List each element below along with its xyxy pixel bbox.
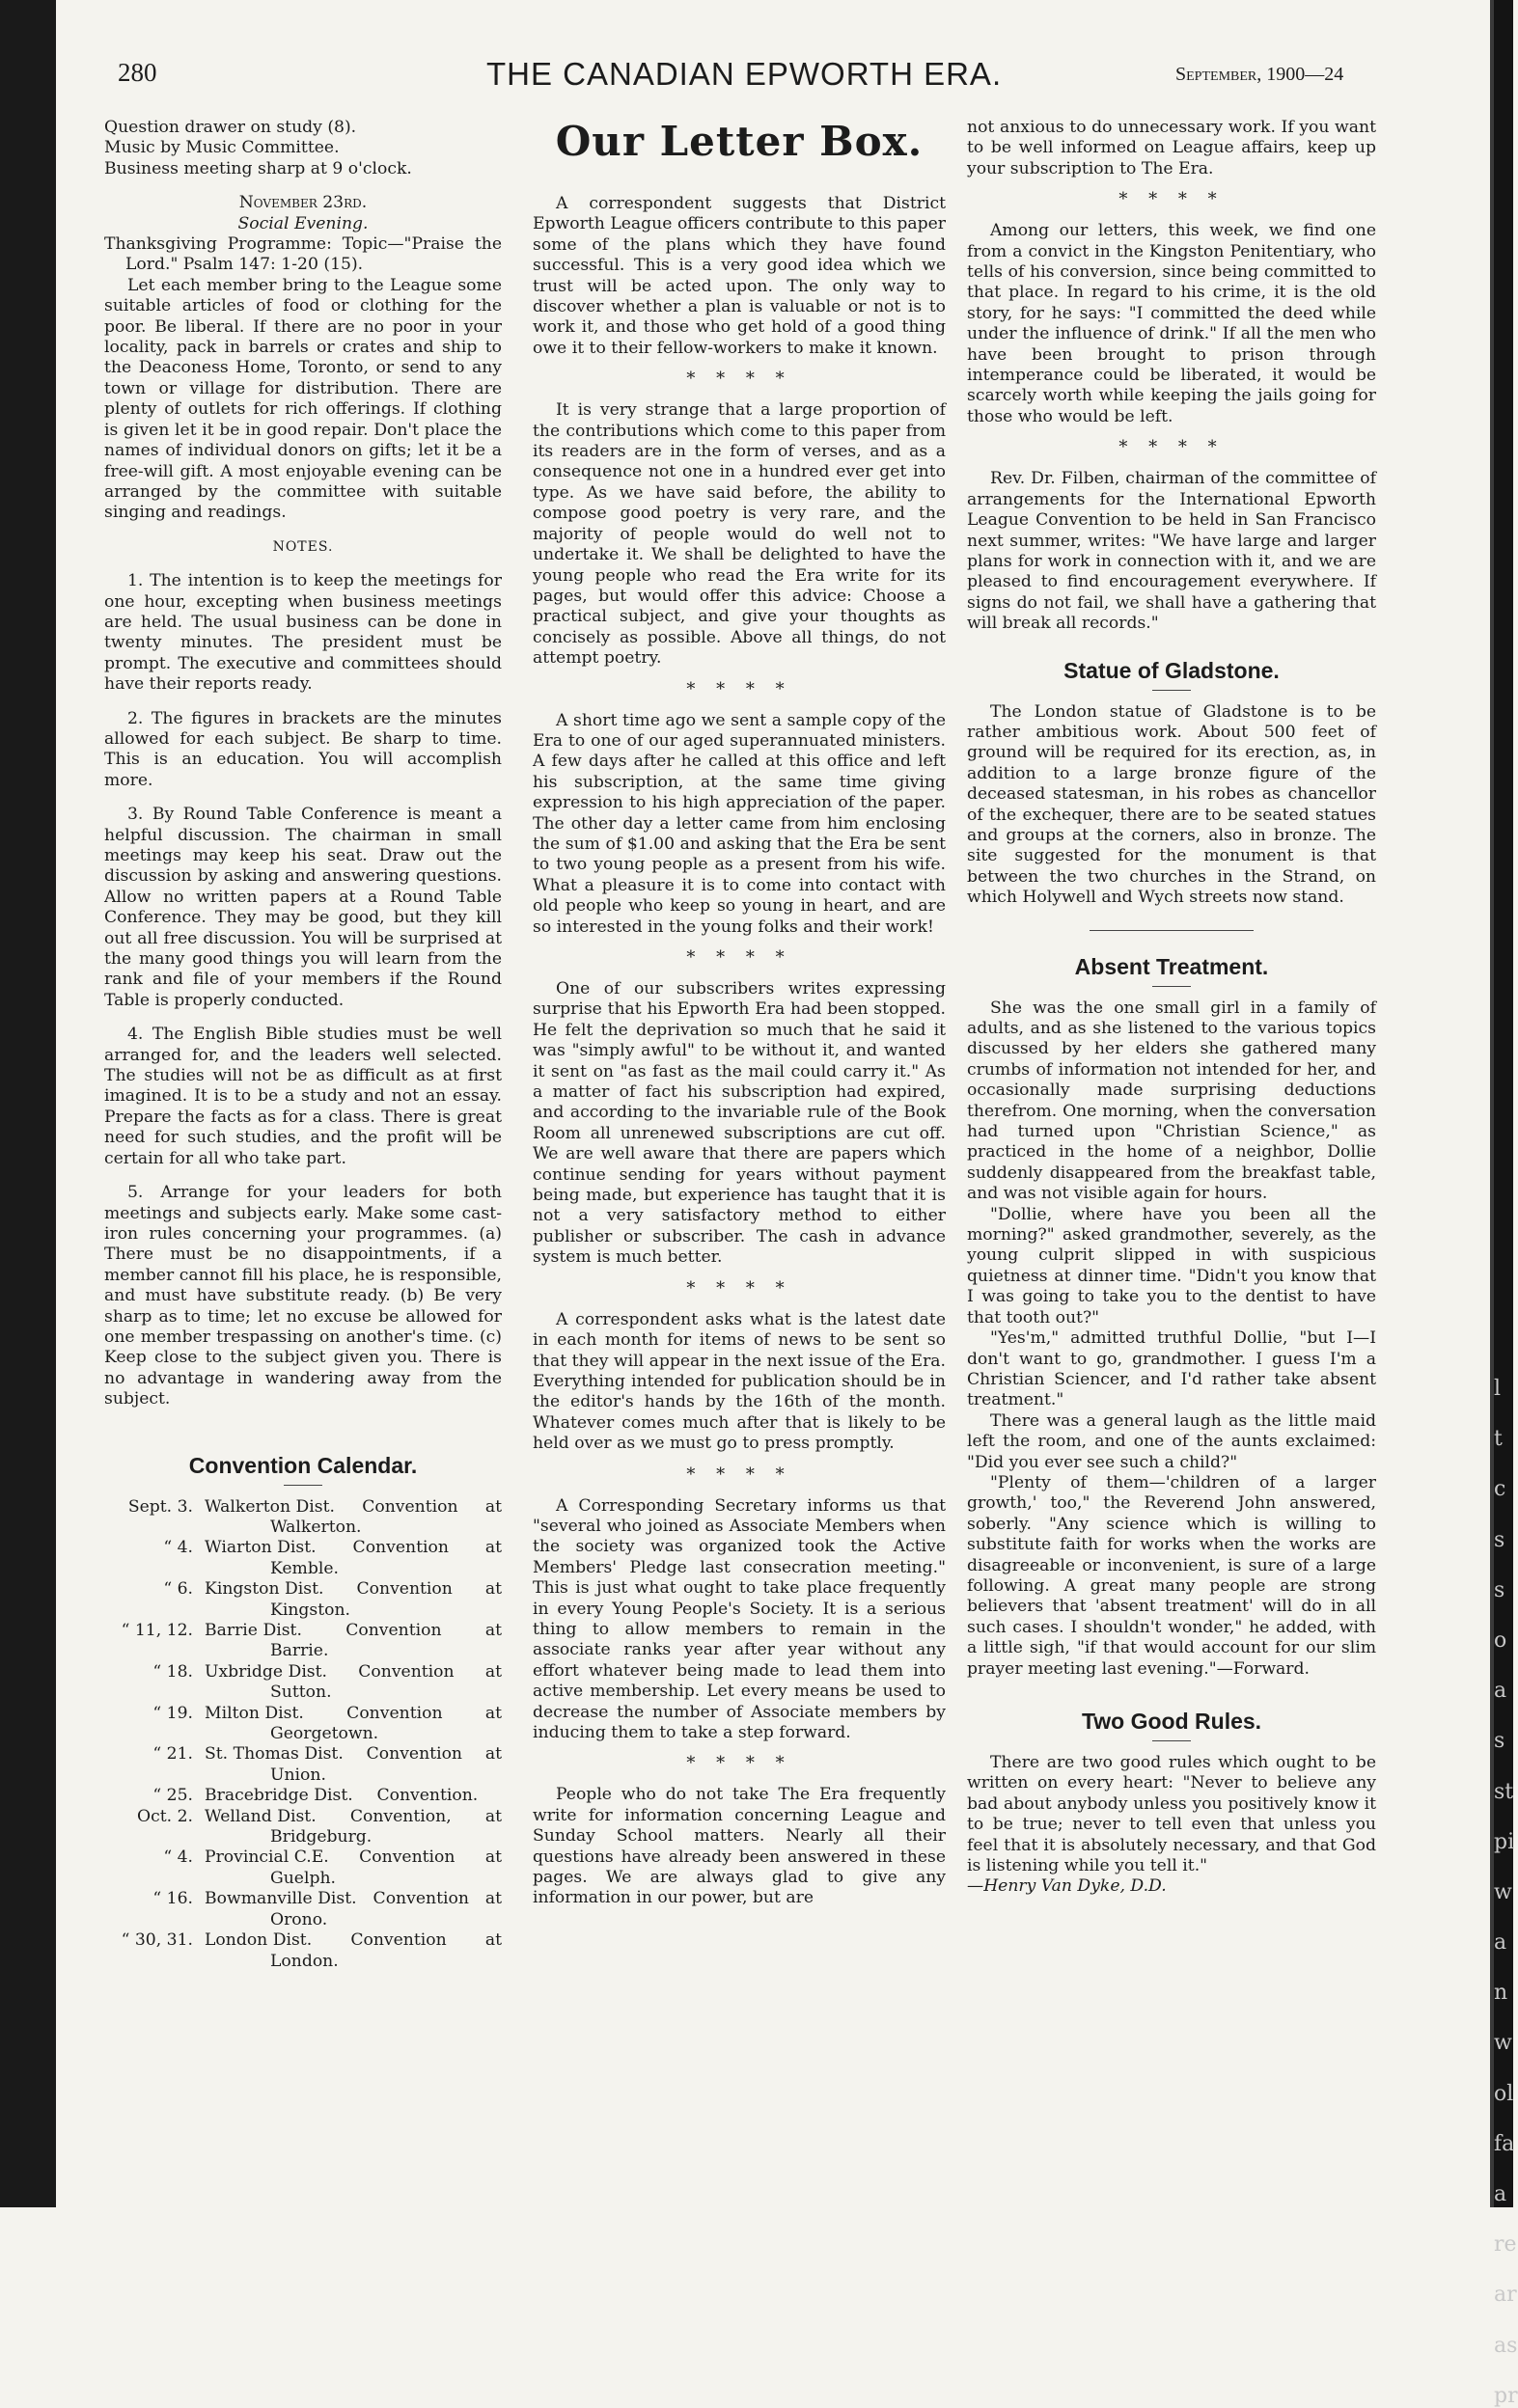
calendar-district: Bowmanville Dist. [205,1889,357,1909]
absent-paragraph: "Dollie, where have you been all the morning?" asked grandmother, severely, as the young culprit slipped in with suspicious quietness at dinner time. "Didn't you know that I was going to take you to the dentist to have that tooth out?" [967,1204,1376,1327]
intro-line: Question drawer on study (8). [104,118,357,137]
calendar-date: “ 4. [163,1538,193,1558]
calendar-row [104,1538,502,1579]
edge-fragment: l [1494,1377,1502,1401]
column-3 [967,118,1376,1898]
separator-stars: * * * * [686,678,792,699]
calendar-place: London. [270,1951,339,1971]
calendar-date: Oct. 2. [137,1806,193,1826]
calendar-date: “ 11, 12. [121,1621,193,1640]
edge-fragment: w [1494,2031,1512,2056]
left-binding-gutter [0,0,56,2207]
edge-fragment: c [1494,1477,1506,1502]
calendar-date: Sept. 3. [127,1496,193,1517]
calendar-type: Convention [362,1496,458,1517]
calendar-at: at [484,1847,502,1868]
letter-item: A short time ago we sent a sample copy of the Era to one of our aged superannuated ministers. A few days after he called at this office and left his subscription, at the same time giving expression to his high appreciation of the paper. The other day a letter came from him enclosing the sum of $1.00 and asking that the Era be sent to two young people as a present from his wife. What a pleasure it is to come into contact with old people who keep so young in heart, and are so interested in the young folks and their work! [533,710,946,937]
calendar-type: Convention [359,1847,455,1868]
page-number: 280 [118,58,157,87]
separator-stars: * * * * [686,369,792,390]
calendar-at: at [484,1744,502,1765]
calendar-row [104,1889,502,1930]
separator-stars: * * * * [1118,189,1225,210]
edge-fragment: re [1494,2232,1517,2258]
separator-stars: * * * * [686,947,792,968]
separator-stars: * * * * [1118,437,1225,458]
calendar-at: at [484,1496,502,1517]
calendar-type: Convention [346,1703,443,1723]
calendar-district: Walkerton Dist. [205,1496,335,1517]
calendar-place: Barrie. [270,1641,329,1661]
letter-box-title: Our Letter Box. [555,118,924,165]
calendar-place: Union. [270,1765,326,1785]
calendar-date: “ 25. [152,1786,193,1806]
gladstone-title: Statue of Gladstone. [1063,657,1280,683]
calendar-row [104,1662,502,1704]
absent-paragraph: "Yes'm," admitted truthful Dollie, "but I—I don't want to go, grandmother. I guess I'm a Christian Sciencer, and I'd rather take absent treatment." [967,1328,1376,1410]
letter-item: A correspondent suggests that District Epworth League officers contribute to this paper some of the plans which they have found successful. This is a very good idea which we trust will be acted upon. The only way to discover whether a plan is valuable or not is to work it, and those who get hold of a good thing owe it to their fellow-workers to make it known. [533,194,946,358]
calendar-type: Convention [366,1744,462,1765]
edge-fragment: o [1494,1628,1507,1653]
note-paragraph: 1. The intention is to keep the meetings for one hour, excepting when business meetings are held. The usual business can be done in twenty minutes. The president must be prompt. The executive and committees should have their reports ready. [104,571,502,695]
calendar-date: “ 6. [163,1579,193,1600]
calendar-at: at [484,1930,502,1951]
column-1 [104,118,502,1972]
calendar-type: Convention [352,1538,449,1558]
calendar-district: Welland Dist. [205,1806,317,1826]
calendar-at: at [484,1661,502,1682]
calendar-district: Kingston Dist. [205,1579,324,1600]
calendar-district: Uxbridge Dist. [205,1661,328,1682]
edge-fragment: st [1494,1779,1514,1804]
calendar-row [104,1930,502,1972]
calendar-type: Convention. [376,1786,479,1806]
calendar-row [104,1704,502,1745]
masthead: THE CANADIAN EPWORTH ERA. [486,56,1003,92]
calendar-row [104,1497,502,1539]
calendar-district: Bracebridge Dist. [205,1786,353,1806]
edge-fragment: s [1494,1527,1505,1552]
absent-title: Absent Treatment. [1074,953,1269,979]
calendar-at: at [484,1806,502,1826]
edge-fragment: ar [1494,2283,1517,2308]
calendar-date: “ 19. [152,1703,193,1723]
column-2 [533,118,946,1909]
calendar-at: at [484,1621,502,1640]
calendar-date: “ 30, 31. [121,1930,193,1951]
edge-fragment: w [1494,1879,1512,1904]
letter-item: One of our subscribers writes expressing surprise that his Epworth Era had been stopped. He felt the deprivation so much that he said it was "simply awful" to be without it, and wanted it sent on "as fast as the mail could carry it." As a matter of fact his subscription had expired, and according to the invariable rule of the Book Room all unrenewed subscriptions are cut off. We are well aware that there are papers which continue sending for years without payment being made, but experience has taught that it is not a very satisfactory method to either publisher or subscriber. The cash in advance system is much better. [533,979,946,1268]
notes-title: NOTES. [272,538,334,555]
calendar-place: Kemble. [270,1558,339,1578]
issue-date: September, 1900—24 [1175,64,1344,85]
edge-fragment: ol [1494,2081,1514,2106]
calendar-date: “ 16. [152,1889,193,1909]
note-paragraph: 2. The figures in brackets are the minutes allowed for each subject. Be sharp to time. This is an education. You will accomplish more. [104,708,502,790]
calendar-place: Orono. [270,1909,328,1929]
absent-paragraph: She was the one small girl in a family of adults, and as she listened to the various topics discussed by her elders she gathered many crumbs of information not intended for her, and occasionally made surprising deductions therefrom. One morning, when the conversation had turned upon "Christian Science," as practiced in the home of a neighbor, Dollie suddenly disappeared from the breakfast table, and was not visible again for hours. [967,998,1376,1204]
calendar-at: at [484,1889,502,1909]
social-paragraph: Let each member bring to the League some suitable articles of food or clothing for the poor. Be liberal. If there are no poor in your locality, pack in barrels or crates and ship to the Deaconess Home, Toronto, or send to any town or village for distribution. There are plenty of outlets for rich offerings. If clothing is given let it be in good repair. Don't place the names of individual donors on gifts; let it be a free-will gift. A most enjoyable evening can be arranged by the committee with suitable singing and readings. [104,275,502,523]
edge-fragment: fa [1494,2131,1515,2156]
programme-topic: Thanksgiving Programme: Topic—"Praise the Lord." Psalm 147: 1-20 (15). [104,234,502,275]
adjacent-page-fragments [1494,1351,1518,2408]
calendar-type: Convention, [349,1806,452,1826]
calendar-row [104,1786,502,1806]
calendar-place: Walkerton. [270,1517,362,1537]
calendar-row [104,1621,502,1662]
calendar-date: “ 18. [152,1661,193,1682]
calendar-at: at [484,1579,502,1600]
calendar-row [104,1579,502,1621]
edge-fragment: s [1494,1577,1505,1602]
calendar-place: Guelph. [270,1868,337,1888]
calendar-place: Bridgeburg. [270,1827,373,1847]
edge-fragment: pr [1494,2383,1518,2408]
note-paragraph: 4. The English Bible studies must be well arranged for, and the leaders well selected. The studies will not be as difficult as at first imagined. It is to be a study and not an essay. Prepare the facts as for a class. There is great need for such studies, and the profit will be certain for all who take part. [104,1025,502,1168]
calendar-district: Wiarton Dist. [205,1538,317,1558]
calendar-date: “ 4. [163,1847,193,1868]
gladstone-paragraph: The London statue of Gladstone is to be rather ambitious work. About 500 feet of ground will be required for its erection, as, in addition to a large bronze figure of the deceased statesman, in his robes as chancellor of the exchequer, there are to be seated statues and groups at the corners, also in bronze. The site suggested for the monument is that between the two churches in the Strand, on which Holywell and Wych streets now stand. [967,701,1376,908]
absent-paragraph: There was a general laugh as the little maid left the room, and one of the aunts exclaimed: "Did you ever see such a child?" [967,1410,1376,1472]
rules-author: —Henry Van Dyke, D.D. [967,1876,1167,1897]
calendar-type: Convention [345,1621,442,1640]
calendar-place: Sutton. [270,1683,332,1703]
convention-calendar [104,1497,502,1972]
calendar-type: Convention [350,1930,447,1951]
calendar-row [104,1744,502,1786]
note-paragraph: 3. By Round Table Conference is meant a helpful discussion. The chairman in small meetings may keep his seat. Draw out the discussion by asking and answering questions. Allow no written papers at a Round Table Conference. They may be good, but they kill out all free discussion. You will be surprised at the many good things you will learn from the rank and file of your members if the Round Table is properly conducted. [104,805,502,1010]
separator-stars: * * * * [686,1464,792,1485]
edge-fragment: n [1494,1981,1508,2006]
calendar-district: Provincial C.E. [205,1847,329,1868]
calendar-at: at [484,1538,502,1558]
letter-item: A Corresponding Secretary informs us that "several who joined as Associate Members when the society was organized took the Active Members' Pledge last consecration meeting." This is just what ought to take place frequently in every Young People's Society. It is a serious thing to allow members to remain in the associate ranks year after year without any effort whatever being made to lead them into active membership. Let every means be used to decrease the number of Associate members by inducing them to take a step forward. [533,1495,946,1742]
meeting-subtitle: Social Evening. [237,213,369,233]
intro-line: Business meeting sharp at 9 o'clock. [104,158,412,178]
calendar-date: “ 21. [152,1744,193,1765]
calendar-district: Barrie Dist. [205,1621,302,1640]
letter-item: People who do not take The Era frequently write for information concerning League and Sunday School matters. Nearly all their questions have already been answered in these pages. We are always glad to give any information in our power, but are [533,1785,946,1908]
calendar-place: Kingston. [270,1600,351,1620]
calendar-place: Georgetown. [270,1724,379,1744]
rules-paragraph: There are two good rules which ought to be written on every heart: "Never to believe any bad about anybody unless you positively know it to be true; never to tell even that unless you feel that it is absolutely necessary, and that God is listening while you tell it." [967,1753,1376,1876]
calendar-district: London Dist. [205,1930,313,1951]
edge-fragment: s [1494,1729,1505,1754]
letter-item: A correspondent asks what is the latest date in each month for items of news to be sent so that they will appear in the next issue of the Era. Everything intended for publication should be in the editor's hands by the 16th of the month. Whatever comes much after that is likely to be held over as we must go to press promptly. [533,1309,946,1454]
letter-item: Rev. Dr. Filben, chairman of the committee of arrangements for the International Epworth League Convention to be held in San Francisco next summer, writes: "We have large and larger plans for work in connection with it, and we are pleased to find encouragement everywhere. If signs do not fail, we shall have a gathering that will break all records." [967,469,1376,634]
letter-item: Among our letters, this week, we find one from a convict in the Kingston Penitentiary, who tells of his conversion, since being committed to that place. In regard to his crime, it is the old story, for he says: "I committed the deed while under the influence of drink." If all the men who have been brought to prison through intemperance could be liberated, it would be scarcely worth while keeping the jails going for those who would be left. [967,221,1376,426]
calendar-at: at [484,1703,502,1723]
edge-fragment: pi [1494,1829,1515,1854]
edge-fragment: a [1494,1679,1507,1704]
calendar-row [104,1807,502,1848]
continued-text: not anxious to do unnecessary work. If you want to be well informed on League affairs, keep up your subscription to The Era. [967,118,1376,178]
letter-item: It is very strange that a large proportion of the contributions which come to this paper from its readers are in the form of verses, and as a consequence not one in a hundred ever get into type. As we have said before, the ability to compose good poetry is very rare, and the majority of people would do well not to undertake it. We shall be delighted to have the young people who read the Era write for its pages, but would offer this advice: Choose a practical subject, and give your thoughts as concisely as possible. Above all things, do not attempt poetry. [533,400,946,669]
edge-fragment: as [1494,2333,1518,2358]
calendar-row [104,1847,502,1889]
calendar-type: Convention [356,1579,453,1600]
absent-paragraph: "Plenty of them—'children of a larger growth,' too," the Reverend John answered, soberly. "Any science which is willing to substitute faith for works when the works are disagreeable or inconvenient, is sure of a large following. A great many people are strong believers that 'absent treatment' will do in all such cases. I shouldn't wonder," he added, with a little sigh, "if that would account for our slim prayer meeting last evening."—Forward. [967,1472,1376,1679]
meeting-date: November 23rd. [238,193,368,213]
edge-fragment: t [1494,1427,1503,1452]
edge-fragment: a [1494,1930,1507,1956]
intro-line: Music by Music Committee. [104,138,340,158]
calendar-district: Milton Dist. [205,1703,304,1723]
rules-title: Two Good Rules. [1081,1709,1262,1734]
separator-stars: * * * * [686,1753,792,1774]
edge-fragment: a [1494,2182,1507,2206]
separator-stars: * * * * [686,1277,792,1299]
calendar-district: St. Thomas Dist. [205,1744,344,1765]
calendar-type: Convention [373,1889,469,1909]
note-paragraph: 5. Arrange for your leaders for both meetings and subjects early. Make some cast-iron rules concerning your programmes. (a) There must be no disappointments, if a member cannot fill his place, he is responsible, and must have substitute ready. (b) Be very sharp as to time; let no excuse be allowed for one member trespassing on another's time. (c) Keep close to the subject given you. There is no advantage in wandering away from the subject. [104,1183,502,1409]
calendar-title: Convention Calendar. [188,1452,418,1478]
calendar-type: Convention [358,1661,455,1682]
